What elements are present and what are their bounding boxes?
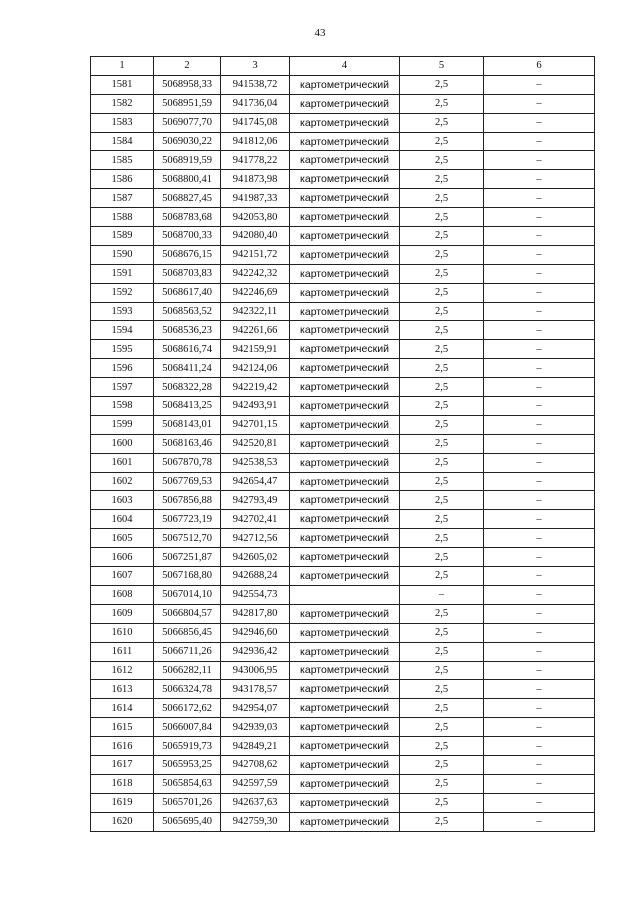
point-number-cell: 1597 <box>91 378 154 397</box>
note-cell: – <box>484 604 595 623</box>
accuracy-cell: – <box>400 585 484 604</box>
table-row <box>91 699 595 718</box>
table-row <box>91 661 595 680</box>
y-coordinate-cell: 942124,06 <box>221 359 290 378</box>
x-coordinate-cell: 5068616,74 <box>154 340 221 359</box>
table-row <box>91 264 595 283</box>
point-number-cell: 1586 <box>91 170 154 189</box>
table-row <box>91 113 595 132</box>
y-coordinate-cell: 942053,80 <box>221 208 290 227</box>
note-cell: – <box>484 737 595 756</box>
point-number-cell: 1592 <box>91 283 154 302</box>
note-cell: – <box>484 472 595 491</box>
x-coordinate-cell: 5068951,59 <box>154 94 221 113</box>
y-coordinate-cell: 942793,49 <box>221 491 290 510</box>
method-cell: картометрический <box>290 661 400 680</box>
accuracy-cell: 2,5 <box>400 623 484 642</box>
accuracy-cell: 2,5 <box>400 812 484 831</box>
accuracy-cell: 2,5 <box>400 151 484 170</box>
x-coordinate-cell: 5067870,78 <box>154 453 221 472</box>
method-cell: картометрический <box>290 567 400 586</box>
y-coordinate-cell: 942080,40 <box>221 227 290 246</box>
y-coordinate-cell: 942219,42 <box>221 378 290 397</box>
method-cell: картометрический <box>290 755 400 774</box>
method-cell: картометрический <box>290 604 400 623</box>
method-cell: картометрический <box>290 415 400 434</box>
point-number-cell: 1594 <box>91 321 154 340</box>
note-cell: – <box>484 415 595 434</box>
table-row <box>91 623 595 642</box>
x-coordinate-cell: 5066282,11 <box>154 661 221 680</box>
table-row <box>91 567 595 586</box>
x-coordinate-cell: 5065695,40 <box>154 812 221 831</box>
x-coordinate-cell: 5067856,88 <box>154 491 221 510</box>
y-coordinate-cell: 942493,91 <box>221 397 290 416</box>
note-cell: – <box>484 113 595 132</box>
column-header: 4 <box>290 57 400 76</box>
point-number-cell: 1582 <box>91 94 154 113</box>
table-row <box>91 585 595 604</box>
accuracy-cell: 2,5 <box>400 321 484 340</box>
method-cell: картометрический <box>290 359 400 378</box>
point-number-cell: 1613 <box>91 680 154 699</box>
point-number-cell: 1593 <box>91 302 154 321</box>
method-cell: картометрический <box>290 737 400 756</box>
point-number-cell: 1617 <box>91 755 154 774</box>
accuracy-cell: 2,5 <box>400 491 484 510</box>
point-number-cell: 1587 <box>91 189 154 208</box>
method-cell <box>290 585 400 604</box>
table-row <box>91 151 595 170</box>
table-row <box>91 491 595 510</box>
x-coordinate-cell: 5065953,25 <box>154 755 221 774</box>
x-coordinate-cell: 5068411,24 <box>154 359 221 378</box>
table-row <box>91 434 595 453</box>
note-cell: – <box>484 510 595 529</box>
x-coordinate-cell: 5066007,84 <box>154 718 221 737</box>
y-coordinate-cell: 942637,63 <box>221 793 290 812</box>
point-number-cell: 1600 <box>91 434 154 453</box>
table-row <box>91 75 595 94</box>
x-coordinate-cell: 5066324,78 <box>154 680 221 699</box>
x-coordinate-cell: 5066711,26 <box>154 642 221 661</box>
table-row <box>91 737 595 756</box>
note-cell: – <box>484 321 595 340</box>
method-cell: картометрический <box>290 378 400 397</box>
y-coordinate-cell: 942712,56 <box>221 529 290 548</box>
y-coordinate-cell: 942954,07 <box>221 699 290 718</box>
note-cell: – <box>484 359 595 378</box>
point-number-cell: 1585 <box>91 151 154 170</box>
accuracy-cell: 2,5 <box>400 132 484 151</box>
accuracy-cell: 2,5 <box>400 661 484 680</box>
accuracy-cell: 2,5 <box>400 793 484 812</box>
x-coordinate-cell: 5065701,26 <box>154 793 221 812</box>
point-number-cell: 1618 <box>91 774 154 793</box>
note-cell: – <box>484 132 595 151</box>
note-cell: – <box>484 567 595 586</box>
point-number-cell: 1607 <box>91 567 154 586</box>
method-cell: картометрический <box>290 340 400 359</box>
accuracy-cell: 2,5 <box>400 567 484 586</box>
x-coordinate-cell: 5068617,40 <box>154 283 221 302</box>
point-number-cell: 1614 <box>91 699 154 718</box>
method-cell: картометрический <box>290 132 400 151</box>
accuracy-cell: 2,5 <box>400 699 484 718</box>
method-cell: картометрический <box>290 245 400 264</box>
method-cell: картометрический <box>290 680 400 699</box>
y-coordinate-cell: 942936,42 <box>221 642 290 661</box>
accuracy-cell: 2,5 <box>400 227 484 246</box>
method-cell: картометрический <box>290 113 400 132</box>
x-coordinate-cell: 5069077,70 <box>154 113 221 132</box>
accuracy-cell: 2,5 <box>400 718 484 737</box>
x-coordinate-cell: 5067014,10 <box>154 585 221 604</box>
y-coordinate-cell: 942246,69 <box>221 283 290 302</box>
table-row <box>91 642 595 661</box>
y-coordinate-cell: 943178,57 <box>221 680 290 699</box>
y-coordinate-cell: 942702,41 <box>221 510 290 529</box>
table-row <box>91 302 595 321</box>
method-cell: картометрический <box>290 302 400 321</box>
y-coordinate-cell: 942708,62 <box>221 755 290 774</box>
accuracy-cell: 2,5 <box>400 75 484 94</box>
note-cell: – <box>484 623 595 642</box>
method-cell: картометрический <box>290 793 400 812</box>
table-row <box>91 321 595 340</box>
table-row <box>91 453 595 472</box>
note-cell: – <box>484 151 595 170</box>
accuracy-cell: 2,5 <box>400 378 484 397</box>
note-cell: – <box>484 774 595 793</box>
accuracy-cell: 2,5 <box>400 680 484 699</box>
method-cell: картометрический <box>290 491 400 510</box>
column-header: 1 <box>91 57 154 76</box>
method-cell: картометрический <box>290 453 400 472</box>
method-cell: картометрический <box>290 548 400 567</box>
table-row <box>91 604 595 623</box>
point-number-cell: 1590 <box>91 245 154 264</box>
x-coordinate-cell: 5066804,57 <box>154 604 221 623</box>
accuracy-cell: 2,5 <box>400 397 484 416</box>
point-number-cell: 1589 <box>91 227 154 246</box>
x-coordinate-cell: 5068322,28 <box>154 378 221 397</box>
point-number-cell: 1619 <box>91 793 154 812</box>
accuracy-cell: 2,5 <box>400 472 484 491</box>
table-row <box>91 359 595 378</box>
y-coordinate-cell: 942939,03 <box>221 718 290 737</box>
x-coordinate-cell: 5068163,46 <box>154 434 221 453</box>
x-coordinate-cell: 5068827,45 <box>154 189 221 208</box>
y-coordinate-cell: 942817,80 <box>221 604 290 623</box>
point-number-cell: 1612 <box>91 661 154 680</box>
note-cell: – <box>484 755 595 774</box>
table-row <box>91 189 595 208</box>
point-number-cell: 1603 <box>91 491 154 510</box>
method-cell: картометрический <box>290 151 400 170</box>
point-number-cell: 1588 <box>91 208 154 227</box>
x-coordinate-cell: 5068919,59 <box>154 151 221 170</box>
note-cell: – <box>484 585 595 604</box>
y-coordinate-cell: 943006,95 <box>221 661 290 680</box>
y-coordinate-cell: 941873,98 <box>221 170 290 189</box>
x-coordinate-cell: 5069030,22 <box>154 132 221 151</box>
method-cell: картометрический <box>290 227 400 246</box>
note-cell: – <box>484 302 595 321</box>
y-coordinate-cell: 941736,04 <box>221 94 290 113</box>
point-number-cell: 1605 <box>91 529 154 548</box>
table-row <box>91 793 595 812</box>
accuracy-cell: 2,5 <box>400 453 484 472</box>
x-coordinate-cell: 5068143,01 <box>154 415 221 434</box>
table-row <box>91 680 595 699</box>
y-coordinate-cell: 942688,24 <box>221 567 290 586</box>
column-header: 2 <box>154 57 221 76</box>
note-cell: – <box>484 75 595 94</box>
accuracy-cell: 2,5 <box>400 774 484 793</box>
accuracy-cell: 2,5 <box>400 113 484 132</box>
y-coordinate-cell: 941778,22 <box>221 151 290 170</box>
note-cell: – <box>484 94 595 113</box>
method-cell: картометрический <box>290 623 400 642</box>
method-cell: картометрический <box>290 189 400 208</box>
point-number-cell: 1581 <box>91 75 154 94</box>
note-cell: – <box>484 340 595 359</box>
point-number-cell: 1591 <box>91 264 154 283</box>
point-number-cell: 1606 <box>91 548 154 567</box>
method-cell: картометрический <box>290 529 400 548</box>
y-coordinate-cell: 941812,06 <box>221 132 290 151</box>
table-body <box>91 75 595 831</box>
x-coordinate-cell: 5067512,70 <box>154 529 221 548</box>
point-number-cell: 1601 <box>91 453 154 472</box>
table-row <box>91 718 595 737</box>
table-row <box>91 94 595 113</box>
table-row <box>91 283 595 302</box>
y-coordinate-cell: 942946,60 <box>221 623 290 642</box>
method-cell: картометрический <box>290 812 400 831</box>
table-row <box>91 548 595 567</box>
method-cell: картометрический <box>290 264 400 283</box>
note-cell: – <box>484 208 595 227</box>
table-row <box>91 415 595 434</box>
method-cell: картометрический <box>290 321 400 340</box>
y-coordinate-cell: 942849,21 <box>221 737 290 756</box>
table-row <box>91 472 595 491</box>
table-row <box>91 227 595 246</box>
accuracy-cell: 2,5 <box>400 283 484 302</box>
note-cell: – <box>484 227 595 246</box>
note-cell: – <box>484 245 595 264</box>
x-coordinate-cell: 5067251,87 <box>154 548 221 567</box>
accuracy-cell: 2,5 <box>400 264 484 283</box>
accuracy-cell: 2,5 <box>400 548 484 567</box>
y-coordinate-cell: 942701,15 <box>221 415 290 434</box>
accuracy-cell: 2,5 <box>400 642 484 661</box>
accuracy-cell: 2,5 <box>400 415 484 434</box>
method-cell: картометрический <box>290 699 400 718</box>
note-cell: – <box>484 661 595 680</box>
note-cell: – <box>484 548 595 567</box>
y-coordinate-cell: 942597,59 <box>221 774 290 793</box>
accuracy-cell: 2,5 <box>400 208 484 227</box>
accuracy-cell: 2,5 <box>400 755 484 774</box>
note-cell: – <box>484 793 595 812</box>
method-cell: картометрический <box>290 718 400 737</box>
y-coordinate-cell: 942654,47 <box>221 472 290 491</box>
x-coordinate-cell: 5067769,53 <box>154 472 221 491</box>
accuracy-cell: 2,5 <box>400 529 484 548</box>
point-number-cell: 1599 <box>91 415 154 434</box>
accuracy-cell: 2,5 <box>400 94 484 113</box>
note-cell: – <box>484 453 595 472</box>
accuracy-cell: 2,5 <box>400 302 484 321</box>
table-row <box>91 208 595 227</box>
note-cell: – <box>484 718 595 737</box>
note-cell: – <box>484 812 595 831</box>
page-number: 43 <box>314 27 326 39</box>
accuracy-cell: 2,5 <box>400 189 484 208</box>
note-cell: – <box>484 378 595 397</box>
x-coordinate-cell: 5068800,41 <box>154 170 221 189</box>
note-cell: – <box>484 189 595 208</box>
point-number-cell: 1584 <box>91 132 154 151</box>
point-number-cell: 1602 <box>91 472 154 491</box>
accuracy-cell: 2,5 <box>400 245 484 264</box>
y-coordinate-cell: 942520,81 <box>221 434 290 453</box>
y-coordinate-cell: 942159,91 <box>221 340 290 359</box>
table-row <box>91 132 595 151</box>
method-cell: картометрический <box>290 397 400 416</box>
y-coordinate-cell: 942261,66 <box>221 321 290 340</box>
method-cell: картометрический <box>290 472 400 491</box>
method-cell: картометрический <box>290 283 400 302</box>
x-coordinate-cell: 5068676,15 <box>154 245 221 264</box>
x-coordinate-cell: 5065854,63 <box>154 774 221 793</box>
note-cell: – <box>484 680 595 699</box>
table-row <box>91 245 595 264</box>
x-coordinate-cell: 5068783,68 <box>154 208 221 227</box>
point-number-cell: 1611 <box>91 642 154 661</box>
table-row <box>91 529 595 548</box>
y-coordinate-cell: 941538,72 <box>221 75 290 94</box>
column-header: 5 <box>400 57 484 76</box>
y-coordinate-cell: 942538,53 <box>221 453 290 472</box>
accuracy-cell: 2,5 <box>400 510 484 529</box>
table-row <box>91 774 595 793</box>
point-number-cell: 1609 <box>91 604 154 623</box>
x-coordinate-cell: 5068703,83 <box>154 264 221 283</box>
note-cell: – <box>484 264 595 283</box>
x-coordinate-cell: 5066172,62 <box>154 699 221 718</box>
note-cell: – <box>484 529 595 548</box>
method-cell: картометрический <box>290 170 400 189</box>
y-coordinate-cell: 942322,11 <box>221 302 290 321</box>
note-cell: – <box>484 491 595 510</box>
accuracy-cell: 2,5 <box>400 340 484 359</box>
point-number-cell: 1596 <box>91 359 154 378</box>
table-header-row <box>91 57 595 76</box>
table-row <box>91 812 595 831</box>
x-coordinate-cell: 5066856,45 <box>154 623 221 642</box>
x-coordinate-cell: 5068563,52 <box>154 302 221 321</box>
x-coordinate-cell: 5068536,23 <box>154 321 221 340</box>
point-number-cell: 1598 <box>91 397 154 416</box>
y-coordinate-cell: 942759,30 <box>221 812 290 831</box>
x-coordinate-cell: 5067168,80 <box>154 567 221 586</box>
x-coordinate-cell: 5067723,19 <box>154 510 221 529</box>
note-cell: – <box>484 699 595 718</box>
method-cell: картометрический <box>290 642 400 661</box>
note-cell: – <box>484 434 595 453</box>
x-coordinate-cell: 5065919,73 <box>154 737 221 756</box>
point-number-cell: 1583 <box>91 113 154 132</box>
column-header: 6 <box>484 57 595 76</box>
coordinates-table <box>90 56 595 832</box>
y-coordinate-cell: 942605,02 <box>221 548 290 567</box>
point-number-cell: 1620 <box>91 812 154 831</box>
method-cell: картометрический <box>290 94 400 113</box>
y-coordinate-cell: 941987,33 <box>221 189 290 208</box>
table-row <box>91 755 595 774</box>
table-row <box>91 378 595 397</box>
point-number-cell: 1604 <box>91 510 154 529</box>
point-number-cell: 1608 <box>91 585 154 604</box>
point-number-cell: 1595 <box>91 340 154 359</box>
method-cell: картометрический <box>290 208 400 227</box>
table-row <box>91 510 595 529</box>
accuracy-cell: 2,5 <box>400 604 484 623</box>
y-coordinate-cell: 942242,32 <box>221 264 290 283</box>
method-cell: картометрический <box>290 774 400 793</box>
point-number-cell: 1615 <box>91 718 154 737</box>
method-cell: картометрический <box>290 510 400 529</box>
note-cell: – <box>484 170 595 189</box>
table-row <box>91 397 595 416</box>
accuracy-cell: 2,5 <box>400 359 484 378</box>
accuracy-cell: 2,5 <box>400 170 484 189</box>
accuracy-cell: 2,5 <box>400 434 484 453</box>
note-cell: – <box>484 283 595 302</box>
column-header: 3 <box>221 57 290 76</box>
x-coordinate-cell: 5068700,33 <box>154 227 221 246</box>
x-coordinate-cell: 5068413,25 <box>154 397 221 416</box>
note-cell: – <box>484 642 595 661</box>
x-coordinate-cell: 5068958,33 <box>154 75 221 94</box>
y-coordinate-cell: 942554,73 <box>221 585 290 604</box>
method-cell: картометрический <box>290 75 400 94</box>
y-coordinate-cell: 941745,08 <box>221 113 290 132</box>
method-cell: картометрический <box>290 434 400 453</box>
table-row <box>91 340 595 359</box>
table-row <box>91 170 595 189</box>
accuracy-cell: 2,5 <box>400 737 484 756</box>
note-cell: – <box>484 397 595 416</box>
point-number-cell: 1610 <box>91 623 154 642</box>
y-coordinate-cell: 942151,72 <box>221 245 290 264</box>
point-number-cell: 1616 <box>91 737 154 756</box>
